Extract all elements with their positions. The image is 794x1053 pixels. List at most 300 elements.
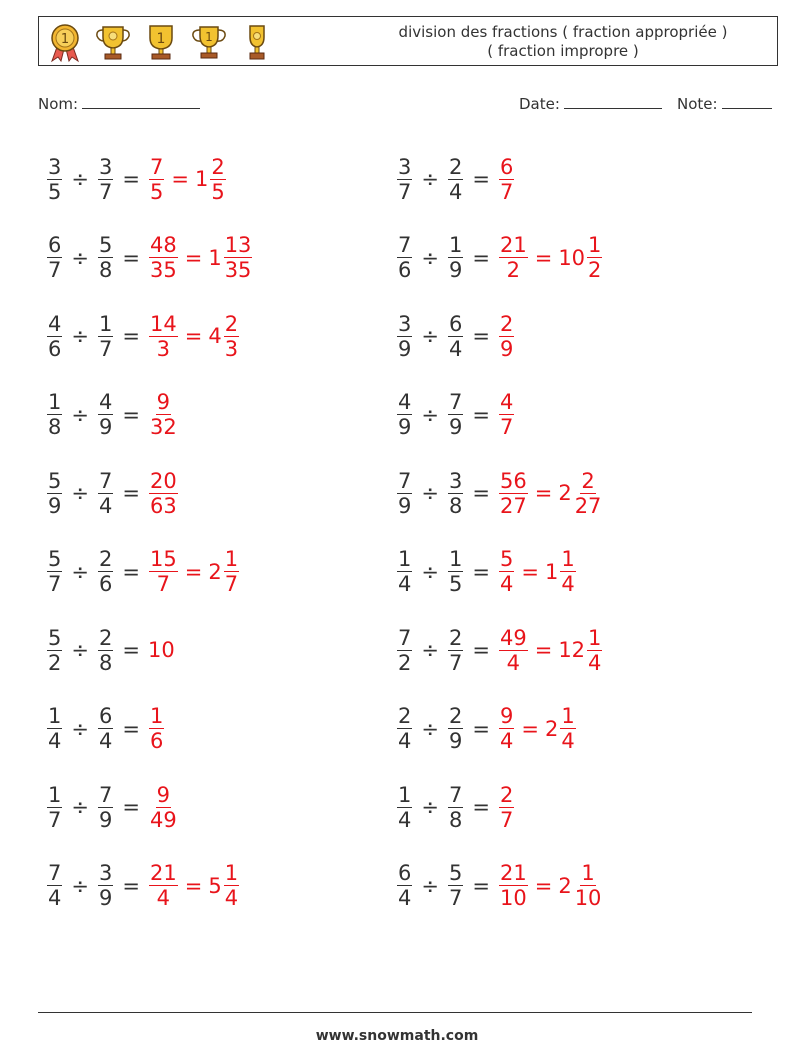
divide-sign: ÷ [421, 245, 439, 270]
result-fraction-numerator: 4 [499, 390, 514, 415]
divisor-fraction [98, 469, 113, 518]
mixed-number-fraction [587, 233, 602, 282]
divisor-fraction [98, 626, 113, 675]
mixed-number-whole: 1 [194, 167, 209, 192]
result-fraction-numerator: 9 [156, 390, 171, 415]
worksheet-header [38, 16, 778, 66]
mixed-number-whole: 1 [208, 245, 222, 270]
result-fraction-numerator: 2 [499, 311, 514, 336]
date-blank[interactable] [564, 94, 662, 109]
divide-sign: ÷ [421, 873, 439, 898]
mixed-number-numerator: 13 [224, 233, 252, 258]
result-fraction-numerator: 21 [499, 861, 527, 886]
divide-sign: ÷ [421, 402, 439, 427]
dividend-fraction-denominator: 8 [48, 415, 62, 440]
divide-sign: ÷ [421, 716, 439, 741]
footer-divider [38, 1012, 752, 1013]
result-fraction-denominator: 10 [499, 886, 527, 911]
answer [498, 547, 577, 596]
equals-sign: = [472, 716, 490, 741]
result-fraction [149, 704, 164, 753]
problem-row [46, 140, 366, 219]
result-fraction-numerator: 56 [499, 468, 527, 493]
answer [148, 390, 179, 439]
mixed-number-numerator: 1 [588, 233, 602, 258]
divide-sign: ÷ [421, 481, 439, 506]
divisor-fraction-numerator: 2 [448, 154, 463, 179]
mixed-number-numerator: 2 [211, 154, 225, 179]
divide-sign: ÷ [421, 638, 439, 663]
divisor-fraction-numerator: 3 [448, 468, 463, 493]
mixed-number-denominator: 5 [211, 179, 225, 204]
trophy-row [45, 21, 277, 63]
divisor-fraction-denominator: 8 [448, 807, 463, 832]
date-field [519, 94, 662, 113]
mixed-number-denominator: 27 [574, 493, 602, 518]
problem-row [46, 533, 366, 612]
dividend-fraction-numerator: 5 [48, 468, 62, 493]
divisor-fraction [98, 547, 113, 596]
dividend-fraction-numerator: 3 [398, 311, 412, 336]
result-fraction-denominator: 6 [149, 729, 164, 754]
result-fraction-denominator: 49 [149, 807, 177, 832]
mixed-number-numerator: 1 [561, 547, 575, 572]
result-fraction-denominator: 3 [156, 336, 171, 361]
answer [148, 638, 176, 662]
result-fraction [499, 547, 514, 596]
divisor-fraction-denominator: 7 [98, 336, 113, 361]
mixed-number-denominator: 4 [588, 650, 602, 675]
trophy-icon [141, 21, 181, 63]
result-fraction-numerator: 1 [149, 704, 164, 729]
result-fraction-denominator: 7 [499, 807, 514, 832]
mixed-number-whole: 2 [558, 873, 572, 898]
answer [148, 312, 240, 361]
dividend-fraction-numerator: 7 [398, 233, 412, 258]
divisor-fraction [448, 861, 463, 910]
date-label: Date: [519, 95, 560, 113]
dividend-fraction [47, 861, 62, 910]
answer [148, 861, 240, 910]
result-whole-number: 10 [147, 638, 175, 663]
result-fraction-numerator: 14 [149, 311, 177, 336]
result-fraction-denominator: 7 [499, 415, 514, 440]
answer [148, 704, 165, 753]
dividend-fraction [47, 233, 62, 282]
problem-row [396, 454, 716, 533]
mixed-number-fraction [210, 155, 225, 204]
dividend-fraction-numerator: 1 [398, 782, 412, 807]
mixed-number-fraction [574, 861, 603, 910]
divisor-fraction [448, 783, 463, 832]
divisor-fraction [98, 861, 113, 910]
dividend-fraction-numerator: 4 [398, 390, 412, 415]
dividend-fraction [397, 704, 412, 753]
result-fraction-numerator: 15 [149, 547, 177, 572]
name-label: Nom: [38, 95, 79, 113]
trophy-icon [189, 21, 229, 63]
problem-row [396, 376, 716, 455]
equals-sign: = [534, 481, 553, 506]
dividend-fraction-numerator: 7 [398, 468, 412, 493]
result-fraction [499, 704, 514, 753]
divisor-fraction [448, 626, 463, 675]
mixed-number-whole: 5 [208, 873, 222, 898]
problem-row [396, 219, 716, 298]
dividend-fraction [397, 390, 412, 439]
divisor-fraction [448, 390, 463, 439]
result-fraction [499, 155, 514, 204]
equals-sign: = [472, 638, 490, 663]
result-fraction-denominator: 4 [506, 650, 521, 675]
divisor-fraction-numerator: 6 [98, 704, 113, 729]
equals-sign: = [472, 167, 490, 192]
divide-sign: ÷ [71, 402, 89, 427]
equals-sign: = [472, 481, 490, 506]
dividend-fraction-numerator: 1 [48, 704, 62, 729]
problem-row [46, 219, 366, 298]
dividend-fraction-denominator: 7 [48, 807, 62, 832]
mixed-number-denominator: 4 [224, 886, 239, 911]
result-fraction-denominator: 4 [156, 886, 171, 911]
divisor-fraction [98, 312, 113, 361]
answer [498, 312, 515, 361]
divide-sign: ÷ [421, 167, 439, 192]
problems-left-column [46, 140, 366, 925]
equals-sign: = [122, 324, 140, 349]
mixed-number-fraction [587, 626, 602, 675]
mixed-number-numerator: 1 [224, 547, 239, 572]
equals-sign: = [122, 795, 140, 820]
dividend-fraction [397, 626, 412, 675]
divisor-fraction-denominator: 8 [448, 493, 463, 518]
result-fraction-denominator: 2 [506, 258, 521, 283]
dividend-fraction-numerator: 3 [398, 154, 412, 179]
result-fraction [149, 312, 178, 361]
divisor-fraction [448, 704, 463, 753]
divisor-fraction [448, 469, 463, 518]
mixed-number-denominator: 3 [224, 336, 239, 361]
divisor-fraction-denominator: 7 [448, 650, 463, 675]
divisor-fraction-denominator: 9 [98, 415, 113, 440]
answer [498, 626, 603, 675]
divisor-fraction-denominator: 9 [448, 729, 463, 754]
mixed-number-fraction [224, 233, 253, 282]
divisor-fraction-numerator: 5 [98, 233, 113, 258]
divisor-fraction-denominator: 4 [448, 179, 463, 204]
equals-sign: = [472, 873, 490, 898]
equals-sign: = [521, 716, 539, 741]
divisor-fraction-numerator: 1 [448, 547, 463, 572]
divisor-fraction-numerator: 2 [448, 625, 463, 650]
mixed-number-fraction [224, 547, 239, 596]
divisor-fraction-denominator: 9 [448, 258, 463, 283]
result-fraction-denominator: 7 [156, 572, 171, 597]
name-blank[interactable] [82, 94, 200, 109]
result-fraction [499, 783, 514, 832]
result-fraction-denominator: 4 [499, 572, 514, 597]
dividend-fraction-denominator: 2 [398, 650, 412, 675]
result-fraction [499, 626, 528, 675]
divisor-fraction [98, 704, 113, 753]
mixed-number-fraction [560, 704, 575, 753]
mixed-number-denominator: 10 [574, 886, 602, 911]
dividend-fraction-denominator: 6 [48, 336, 62, 361]
problem-row [46, 454, 366, 533]
dividend-fraction-denominator: 4 [398, 807, 412, 832]
name-field [38, 94, 200, 113]
result-fraction [499, 233, 528, 282]
trophy-icon [93, 21, 133, 63]
divisor-fraction-denominator: 9 [98, 807, 113, 832]
dividend-fraction [47, 783, 62, 832]
divide-sign: ÷ [421, 795, 439, 820]
dividend-fraction [47, 469, 62, 518]
result-fraction [149, 390, 178, 439]
worksheet-title [363, 23, 763, 61]
answer [498, 783, 515, 832]
mixed-number-denominator: 7 [224, 572, 239, 597]
dividend-fraction [397, 861, 412, 910]
result-fraction-denominator: 7 [499, 179, 514, 204]
divide-sign: ÷ [421, 324, 439, 349]
divisor-fraction-numerator: 2 [98, 547, 113, 572]
dividend-fraction-numerator: 1 [398, 547, 412, 572]
divisor-fraction-denominator: 9 [448, 415, 463, 440]
note-field [677, 94, 772, 113]
dividend-fraction-denominator: 4 [398, 572, 412, 597]
dividend-fraction [47, 547, 62, 596]
dividend-fraction [397, 469, 412, 518]
mixed-number-numerator: 2 [224, 311, 239, 336]
note-blank[interactable] [722, 94, 772, 109]
result-fraction [149, 233, 178, 282]
result-fraction-numerator: 20 [149, 468, 177, 493]
divisor-fraction [98, 233, 113, 282]
problem-row [396, 297, 716, 376]
problem-row [396, 847, 716, 926]
dividend-fraction [47, 390, 62, 439]
divisor-fraction-denominator: 4 [98, 729, 113, 754]
dividend-fraction-numerator: 1 [48, 390, 62, 415]
dividend-fraction-numerator: 3 [48, 154, 62, 179]
dividend-fraction-denominator: 7 [398, 179, 412, 204]
dividend-fraction-denominator: 9 [48, 493, 62, 518]
dividend-fraction-denominator: 4 [398, 886, 412, 911]
divide-sign: ÷ [71, 638, 89, 663]
mixed-number-whole: 2 [208, 559, 222, 584]
divide-sign: ÷ [71, 167, 89, 192]
answer [498, 861, 603, 910]
divisor-fraction-numerator: 2 [98, 625, 113, 650]
dividend-fraction-denominator: 7 [48, 258, 62, 283]
medal-icon [45, 21, 85, 63]
divisor-fraction-numerator: 7 [98, 468, 113, 493]
mixed-number-numerator: 1 [561, 704, 575, 729]
dividend-fraction-numerator: 6 [48, 233, 62, 258]
problem-row [46, 768, 366, 847]
result-fraction [499, 390, 514, 439]
svg-text:1: 1 [205, 30, 213, 44]
result-fraction-numerator: 48 [149, 233, 177, 258]
dividend-fraction-denominator: 4 [48, 729, 62, 754]
equals-sign: = [184, 245, 203, 270]
dividend-fraction [397, 547, 412, 596]
mixed-number-denominator: 35 [224, 258, 252, 283]
dividend-fraction [47, 312, 62, 361]
dividend-fraction [47, 155, 62, 204]
equals-sign: = [171, 167, 189, 192]
dividend-fraction-numerator: 4 [48, 311, 62, 336]
mixed-number-whole: 2 [558, 481, 572, 506]
dividend-fraction-denominator: 6 [398, 258, 412, 283]
divisor-fraction [98, 155, 113, 204]
dividend-fraction-numerator: 5 [48, 625, 62, 650]
equals-sign: = [534, 245, 553, 270]
trophy-icon [237, 21, 277, 63]
divisor-fraction-numerator: 4 [98, 390, 113, 415]
dividend-fraction-numerator: 7 [398, 625, 412, 650]
divisor-fraction [98, 783, 113, 832]
dividend-fraction [47, 704, 62, 753]
dividend-fraction-denominator: 9 [398, 493, 412, 518]
answer [498, 390, 515, 439]
footer-url: www.snowmath.com [315, 1028, 479, 1044]
dividend-fraction-numerator: 5 [48, 547, 62, 572]
divide-sign: ÷ [71, 795, 89, 820]
result-fraction-numerator: 2 [499, 782, 514, 807]
problem-row [396, 533, 716, 612]
divisor-fraction-denominator: 5 [448, 572, 463, 597]
dividend-fraction-denominator: 9 [398, 336, 412, 361]
equals-sign: = [534, 638, 553, 663]
problem-row [396, 611, 716, 690]
answer [498, 233, 603, 282]
dividend-fraction [397, 155, 412, 204]
dividend-fraction-denominator: 2 [48, 650, 62, 675]
divisor-fraction-denominator: 6 [98, 572, 113, 597]
divisor-fraction-numerator: 3 [98, 861, 113, 886]
divide-sign: ÷ [71, 245, 89, 270]
equals-sign: = [122, 638, 140, 663]
divide-sign: ÷ [71, 324, 89, 349]
equals-sign: = [521, 559, 539, 584]
divisor-fraction-numerator: 2 [448, 704, 463, 729]
divide-sign: ÷ [71, 873, 89, 898]
problem-row [396, 140, 716, 219]
divide-sign: ÷ [71, 559, 89, 584]
divide-sign: ÷ [71, 716, 89, 741]
dividend-fraction-denominator: 4 [48, 886, 62, 911]
dividend-fraction-numerator: 7 [48, 861, 62, 886]
result-fraction-numerator: 5 [499, 547, 514, 572]
equals-sign: = [184, 324, 203, 349]
divisor-fraction-numerator: 7 [448, 782, 463, 807]
result-fraction-numerator: 9 [499, 704, 514, 729]
divisor-fraction-denominator: 8 [98, 650, 113, 675]
mixed-number-whole: 1 [544, 559, 559, 584]
divisor-fraction-numerator: 1 [448, 233, 463, 258]
divisor-fraction [448, 155, 463, 204]
result-fraction [499, 861, 528, 910]
equals-sign: = [122, 716, 140, 741]
result-fraction [149, 469, 178, 518]
dividend-fraction [47, 626, 62, 675]
result-fraction [149, 861, 178, 910]
mixed-number-numerator: 1 [581, 861, 595, 886]
answer [148, 469, 179, 518]
divisor-fraction [448, 312, 463, 361]
result-fraction [149, 547, 178, 596]
mixed-number-whole: 12 [558, 638, 586, 663]
problem-row [396, 768, 716, 847]
equals-sign: = [122, 402, 140, 427]
result-fraction-numerator: 7 [149, 154, 164, 179]
equals-sign: = [122, 245, 140, 270]
result-fraction-denominator: 4 [499, 729, 514, 754]
dividend-fraction [397, 783, 412, 832]
title-line-2: ( fraction impropre ) [487, 42, 639, 60]
mixed-number-denominator: 2 [588, 258, 602, 283]
problem-row [46, 611, 366, 690]
divisor-fraction-denominator: 7 [448, 886, 463, 911]
result-fraction [499, 312, 514, 361]
equals-sign: = [472, 795, 490, 820]
dividend-fraction-numerator: 6 [398, 861, 412, 886]
answer [148, 547, 240, 596]
mixed-number-numerator: 2 [581, 468, 595, 493]
dividend-fraction [397, 233, 412, 282]
divisor-fraction-numerator: 5 [448, 861, 463, 886]
mixed-number-denominator: 4 [561, 729, 575, 754]
mixed-number-fraction [224, 861, 239, 910]
svg-text:1: 1 [60, 32, 70, 47]
equals-sign: = [122, 559, 140, 584]
dividend-fraction-numerator: 1 [48, 782, 62, 807]
mixed-number-whole: 2 [544, 716, 559, 741]
answer [148, 155, 227, 204]
result-fraction-numerator: 6 [499, 154, 514, 179]
dividend-fraction-denominator: 7 [48, 572, 62, 597]
mixed-number-denominator: 4 [561, 572, 575, 597]
result-fraction [149, 155, 164, 204]
problem-row [46, 847, 366, 926]
equals-sign: = [472, 402, 490, 427]
equals-sign: = [184, 559, 203, 584]
divide-sign: ÷ [71, 481, 89, 506]
dividend-fraction-denominator: 9 [398, 415, 412, 440]
result-fraction [149, 783, 178, 832]
dividend-fraction-numerator: 2 [398, 704, 412, 729]
result-fraction [499, 469, 528, 518]
mixed-number-fraction [574, 469, 603, 518]
divisor-fraction-denominator: 8 [98, 258, 113, 283]
equals-sign: = [534, 873, 553, 898]
dividend-fraction-denominator: 5 [48, 179, 62, 204]
equals-sign: = [122, 873, 140, 898]
problem-row [46, 690, 366, 769]
svg-text:1: 1 [156, 31, 166, 47]
mixed-number-fraction [560, 547, 575, 596]
divisor-fraction [98, 390, 113, 439]
divisor-fraction [448, 547, 463, 596]
result-fraction-numerator: 9 [156, 782, 171, 807]
result-fraction-denominator: 35 [149, 258, 177, 283]
equals-sign: = [472, 559, 490, 584]
answer [148, 233, 253, 282]
divisor-fraction [448, 233, 463, 282]
mixed-number-whole: 4 [208, 324, 222, 349]
